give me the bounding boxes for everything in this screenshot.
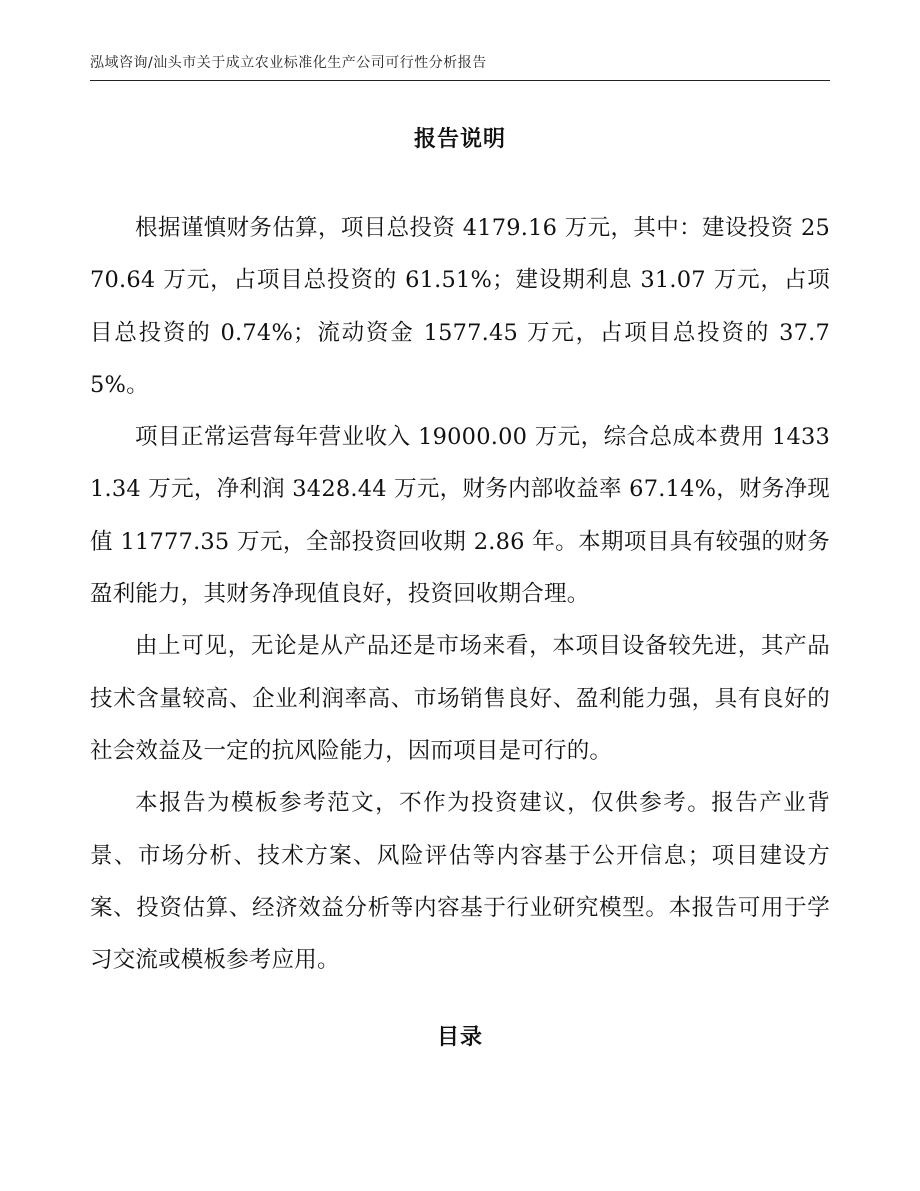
- paragraph-investment: 根据谨慎财务估算，项目总投资 4179.16 万元，其中：建设投资 2570.64 万元，占项目总投资的 61.51%；建设期利息 31.07 万元，占项目总投资的 0.74%；流动资金 1577.45 万元，占项目总投资的 37.75%。: [90, 215, 830, 398]
- paragraph-disclaimer: 本报告为模板参考范文，不作为投资建议，仅供参考。报告产业背景、市场分析、技术方案、风险评估等内容基于公开信息；项目建设方案、投资估算、经济效益分析等内容基于行业研究模型。本报告可用于学习交流或模板参考应用。: [90, 790, 830, 974]
- header-divider: [90, 80, 830, 81]
- paragraph-revenue: 项目正常运营每年营业收入 19000.00 万元，综合总成本费用 14331.34 万元，净利润 3428.44 万元，财务内部收益率 67.14%，财务净现值 11777.35 万元，全部投资回收期 2.86 年。本期项目具有较强的财务盈利能力，其财务净现值良好，投资回收期合理。: [90, 424, 830, 608]
- toc-title: 目录: [436, 1025, 483, 1050]
- report-body: [90, 202, 830, 986]
- running-header: 泓域咨询/汕头市关于成立农业标准化生产公司可行性分析报告: [90, 55, 487, 71]
- report-title: 报告说明: [413, 127, 506, 152]
- paragraph-conclusion: 由上可见，无论是从产品还是市场来看，本项目设备较先进，其产品技术含量较高、企业利润率高、市场销售良好、盈利能力强，具有良好的社会效益及一定的抗风险能力，因而项目是可行的。: [90, 633, 830, 764]
